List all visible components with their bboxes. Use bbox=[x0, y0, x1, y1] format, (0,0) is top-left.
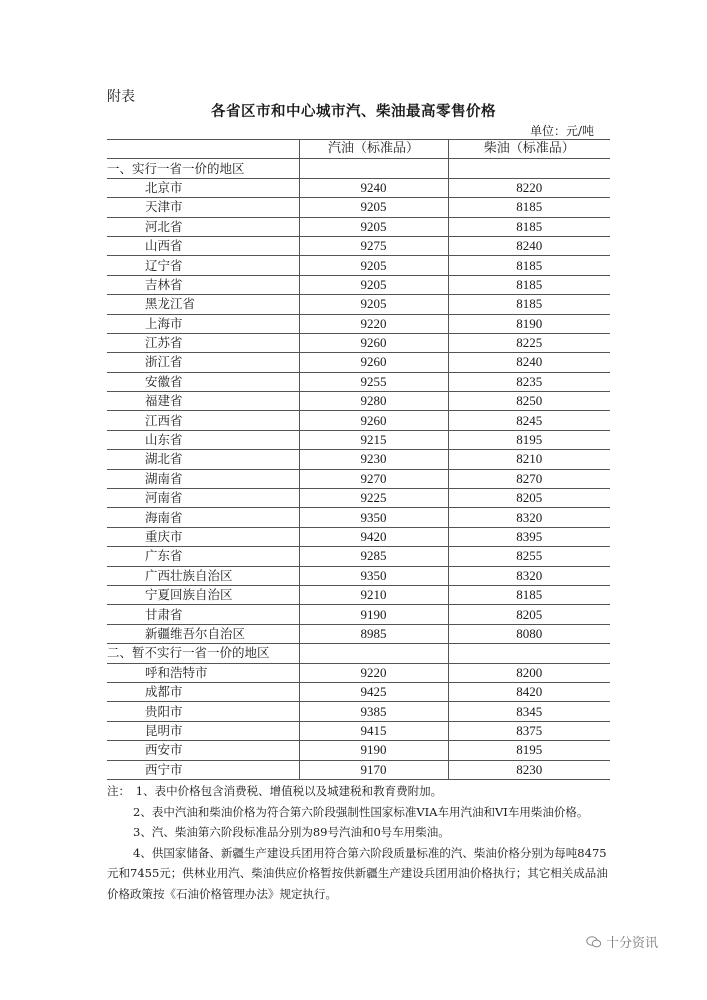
section-title: 二、暂不实行一省一价的地区 bbox=[107, 644, 299, 663]
table-row bbox=[107, 430, 610, 449]
diesel-price: 8185 bbox=[448, 256, 610, 275]
appendix-label: 附表 bbox=[107, 89, 135, 105]
table-row bbox=[107, 624, 610, 643]
gasoline-price: 9205 bbox=[299, 275, 448, 294]
diesel-price: 8225 bbox=[448, 333, 610, 352]
gasoline-price: 9220 bbox=[299, 314, 448, 333]
table-row bbox=[107, 721, 610, 740]
gasoline-price: 9210 bbox=[299, 585, 448, 604]
region-name: 甘肃省 bbox=[107, 605, 299, 624]
watermark bbox=[586, 932, 658, 951]
gasoline-price: 9240 bbox=[299, 178, 448, 197]
diesel-price: 8190 bbox=[448, 314, 610, 333]
table-row bbox=[107, 527, 610, 546]
table-row bbox=[107, 547, 610, 566]
price-table-body bbox=[107, 140, 610, 780]
footnotes bbox=[107, 781, 610, 904]
region-name: 湖北省 bbox=[107, 450, 299, 469]
gasoline-price: 9270 bbox=[299, 469, 448, 488]
note-1: 注： 1、表中价格包含消费税、增值税以及城建税和教育费附加。 bbox=[107, 784, 443, 798]
note-2: 2、表中汽油和柴油价格为符合第六阶段强制性国家标准VIA车用汽油和VI车用柴油价格。 bbox=[133, 804, 589, 819]
region-name: 河南省 bbox=[107, 489, 299, 508]
diesel-price: 8375 bbox=[448, 721, 610, 740]
region-name: 北京市 bbox=[107, 178, 299, 197]
table-row bbox=[107, 333, 610, 352]
region-name: 宁夏回族自治区 bbox=[107, 585, 299, 604]
table-row bbox=[107, 217, 610, 236]
diesel-price: 8185 bbox=[448, 217, 610, 236]
gasoline-price: 9350 bbox=[299, 508, 448, 527]
table-row bbox=[107, 605, 610, 624]
gasoline-price: 9285 bbox=[299, 547, 448, 566]
region-name: 辽宁省 bbox=[107, 256, 299, 275]
table-row bbox=[107, 450, 610, 469]
gasoline-price: 9260 bbox=[299, 411, 448, 430]
gasoline-price: 9205 bbox=[299, 198, 448, 217]
table-row bbox=[107, 178, 610, 197]
table-row bbox=[107, 236, 610, 255]
region-name: 山西省 bbox=[107, 236, 299, 255]
note-4: 4、供国家储备、新疆生产建设兵团用符合第六阶段质量标准的汽、柴油价格分别为每吨8475元和7455元；供林业用汽、柴油供应价格暂按供新疆生产建设兵团用油价格执行；其它相关成品油价格政策按《石油价格管理办法》规定执行。 bbox=[107, 845, 608, 901]
section-row bbox=[107, 644, 610, 663]
header-gasoline: 汽油（标准品） bbox=[299, 140, 448, 159]
gasoline-price: 9280 bbox=[299, 392, 448, 411]
region-name: 广西壮族自治区 bbox=[107, 566, 299, 585]
empty-cell bbox=[299, 644, 448, 663]
region-name: 浙江省 bbox=[107, 353, 299, 372]
table-row bbox=[107, 256, 610, 275]
diesel-price: 8235 bbox=[448, 372, 610, 391]
diesel-price: 8185 bbox=[448, 198, 610, 217]
diesel-price: 8205 bbox=[448, 489, 610, 508]
header-diesel: 柴油（标准品） bbox=[448, 140, 610, 159]
diesel-price: 8195 bbox=[448, 430, 610, 449]
wechat-icon bbox=[586, 936, 602, 948]
gasoline-price: 9225 bbox=[299, 489, 448, 508]
table-row bbox=[107, 411, 610, 430]
region-name: 新疆维吾尔自治区 bbox=[107, 624, 299, 643]
gasoline-price: 9215 bbox=[299, 430, 448, 449]
table-row bbox=[107, 469, 610, 488]
region-name: 海南省 bbox=[107, 508, 299, 527]
document-title: 各省区市和中心城市汽、柴油最高零售价格 bbox=[211, 103, 496, 120]
region-name: 西宁市 bbox=[107, 760, 299, 779]
diesel-price: 8210 bbox=[448, 450, 610, 469]
region-name: 成都市 bbox=[107, 682, 299, 701]
diesel-price: 8345 bbox=[448, 702, 610, 721]
note-3: 3、汽、柴油第六阶段标准品分别为89号汽油和0号车用柴油。 bbox=[133, 825, 450, 839]
region-name: 江苏省 bbox=[107, 333, 299, 352]
table-header-row bbox=[107, 140, 610, 159]
gasoline-price: 9205 bbox=[299, 256, 448, 275]
table-row bbox=[107, 566, 610, 585]
region-name: 江西省 bbox=[107, 411, 299, 430]
diesel-price: 8205 bbox=[448, 605, 610, 624]
gasoline-price: 9425 bbox=[299, 682, 448, 701]
table-row bbox=[107, 702, 610, 721]
table-row bbox=[107, 198, 610, 217]
diesel-price: 8420 bbox=[448, 682, 610, 701]
gasoline-price: 9260 bbox=[299, 333, 448, 352]
diesel-price: 8240 bbox=[448, 353, 610, 372]
diesel-price: 8080 bbox=[448, 624, 610, 643]
diesel-price: 8240 bbox=[448, 236, 610, 255]
gasoline-price: 9230 bbox=[299, 450, 448, 469]
empty-cell bbox=[448, 644, 610, 663]
gasoline-price: 9420 bbox=[299, 527, 448, 546]
table-row bbox=[107, 372, 610, 391]
diesel-price: 8185 bbox=[448, 295, 610, 314]
gasoline-price: 9220 bbox=[299, 663, 448, 682]
header-region bbox=[107, 140, 299, 159]
gasoline-price: 9190 bbox=[299, 741, 448, 760]
table-row bbox=[107, 314, 610, 333]
diesel-price: 8320 bbox=[448, 508, 610, 527]
diesel-price: 8195 bbox=[448, 741, 610, 760]
region-name: 河北省 bbox=[107, 217, 299, 236]
diesel-price: 8185 bbox=[448, 275, 610, 294]
gasoline-price: 9275 bbox=[299, 236, 448, 255]
diesel-price: 8200 bbox=[448, 663, 610, 682]
diesel-price: 8320 bbox=[448, 566, 610, 585]
table-row bbox=[107, 392, 610, 411]
table-row bbox=[107, 760, 610, 779]
watermark-text: 十分资讯 bbox=[606, 936, 659, 951]
table-row bbox=[107, 275, 610, 294]
gasoline-price: 9260 bbox=[299, 353, 448, 372]
gasoline-price: 9205 bbox=[299, 295, 448, 314]
table-row bbox=[107, 682, 610, 701]
table-row bbox=[107, 585, 610, 604]
region-name: 西安市 bbox=[107, 741, 299, 760]
region-name: 福建省 bbox=[107, 392, 299, 411]
gasoline-price: 9415 bbox=[299, 721, 448, 740]
region-name: 吉林省 bbox=[107, 275, 299, 294]
price-table bbox=[107, 139, 610, 780]
diesel-price: 8270 bbox=[448, 469, 610, 488]
diesel-price: 8395 bbox=[448, 527, 610, 546]
table-row bbox=[107, 295, 610, 314]
empty-cell bbox=[448, 159, 610, 178]
diesel-price: 8255 bbox=[448, 547, 610, 566]
table-row bbox=[107, 489, 610, 508]
gasoline-price: 9190 bbox=[299, 605, 448, 624]
diesel-price: 8250 bbox=[448, 392, 610, 411]
region-name: 昆明市 bbox=[107, 721, 299, 740]
table-row bbox=[107, 508, 610, 527]
diesel-price: 8245 bbox=[448, 411, 610, 430]
table-row bbox=[107, 663, 610, 682]
diesel-price: 8230 bbox=[448, 760, 610, 779]
table-row bbox=[107, 353, 610, 372]
gasoline-price: 9205 bbox=[299, 217, 448, 236]
gasoline-price: 9170 bbox=[299, 760, 448, 779]
region-name: 湖南省 bbox=[107, 469, 299, 488]
gasoline-price: 9255 bbox=[299, 372, 448, 391]
region-name: 上海市 bbox=[107, 314, 299, 333]
region-name: 广东省 bbox=[107, 547, 299, 566]
table-row bbox=[107, 741, 610, 760]
region-name: 山东省 bbox=[107, 430, 299, 449]
diesel-price: 8220 bbox=[448, 178, 610, 197]
region-name: 黑龙江省 bbox=[107, 295, 299, 314]
region-name: 呼和浩特市 bbox=[107, 663, 299, 682]
gasoline-price: 9350 bbox=[299, 566, 448, 585]
gasoline-price: 9385 bbox=[299, 702, 448, 721]
region-name: 重庆市 bbox=[107, 527, 299, 546]
section-title: 一、实行一省一价的地区 bbox=[107, 159, 299, 178]
diesel-price: 8185 bbox=[448, 585, 610, 604]
section-row bbox=[107, 159, 610, 178]
region-name: 天津市 bbox=[107, 198, 299, 217]
region-name: 贵阳市 bbox=[107, 702, 299, 721]
region-name: 安徽省 bbox=[107, 372, 299, 391]
empty-cell bbox=[299, 159, 448, 178]
gasoline-price: 8985 bbox=[299, 624, 448, 643]
unit-label: 单位：元/吨 bbox=[530, 124, 595, 138]
